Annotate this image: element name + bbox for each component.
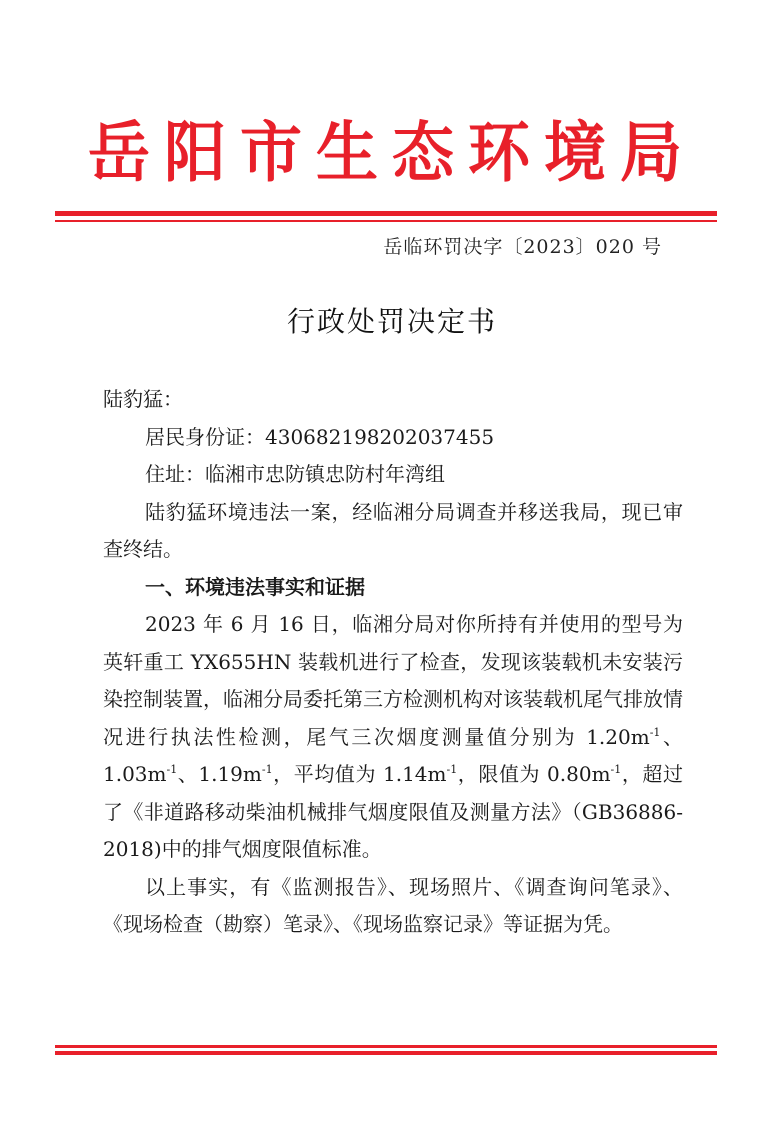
- facts-text-sep: 、1.03m: [103, 724, 684, 786]
- recipient-line: 陆豹猛：: [103, 387, 183, 411]
- facts-text-sep: 、1.19m: [177, 762, 262, 786]
- facts-text-1: 2023 年 6 月 16 日，临湘分局对你所持有并使用的型号为英轩重工 YX655HN 装载机进行了检查，发现该装载机未安装污染控制装置，临湘分局委托第三方检测机构对该装载机尾气排放情况进行执法性检测，尾气三次烟度测量值分别为 1.20m: [103, 612, 683, 749]
- section-heading-facts: 一、环境违法事实和证据: [145, 574, 365, 599]
- evidence-paragraph: 以上事实，有《监测报告》、现场照片、《调查询问笔录》、《现场检查（勘察）笔录》、《现场监察记录》等证据为凭。: [103, 874, 683, 936]
- unit-superscript: -1: [261, 763, 273, 776]
- id-number-line: 居民身份证：430682198202037455: [145, 424, 495, 449]
- unit-superscript: -1: [166, 763, 178, 776]
- footer-rule-thin: [55, 1045, 717, 1048]
- document-number: 岳临环罚决字〔2023〕020 号: [383, 236, 662, 258]
- footer-rule-thick: [55, 1051, 717, 1055]
- header-rule-thick: [55, 211, 717, 216]
- header-rule-thin: [55, 220, 717, 222]
- intro-paragraph: 陆豹猛环境违法一案，经临湘分局调查并移送我局，现已审查终结。: [103, 499, 683, 561]
- facts-text-sep: ，限值为 0.80m: [457, 762, 611, 786]
- address-line: 住址：临湘市忠防镇忠防村年湾组: [145, 462, 445, 486]
- unit-superscript: -1: [610, 763, 622, 776]
- facts-text-sep: ，平均值为 1.14m: [272, 762, 447, 786]
- agency-title: 岳阳市生态环境局: [87, 114, 696, 191]
- facts-text-2: ，超过了《非道路移动柴油机械排气烟度限值及测量方法》（GB36886-2018)中的排气烟度限值标准。: [103, 762, 683, 861]
- document-body: [103, 381, 683, 944]
- facts-paragraph: [103, 606, 683, 869]
- unit-superscript: -1: [649, 725, 661, 739]
- unit-superscript: -1: [446, 763, 458, 776]
- document-title: 行政处罚决定书: [286, 305, 497, 338]
